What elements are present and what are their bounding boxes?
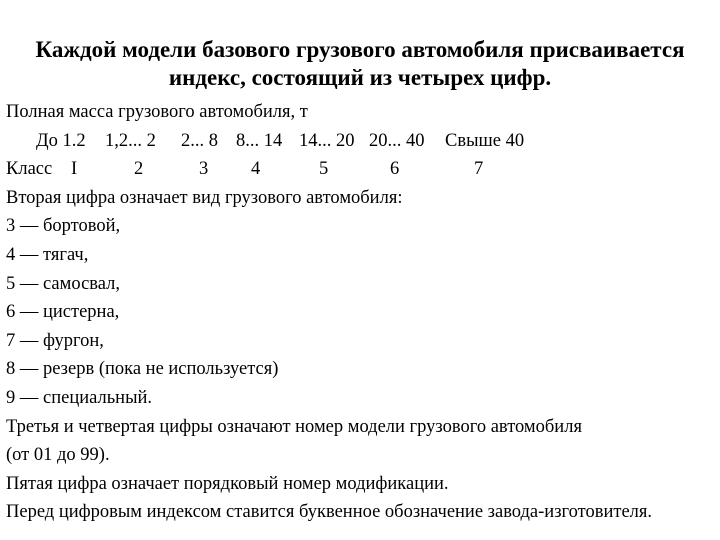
mass-range: 1,2... 2 [105,130,156,151]
vehicle-types-heading: Вторая цифра означает вид грузового автомобиля: [6,187,403,208]
vehicle-type-item: 3 — бортовой, [6,216,121,237]
manufacturer-text: Перед цифровым индексом ставится буквенное обозначение завода-изготовителя. [6,502,653,523]
vehicle-type-item: 6 — цистерна, [6,302,120,323]
class-value: 5 [319,159,329,180]
mass-range: Свыше 40 [445,130,525,151]
mass-range: 2... 8 [181,130,218,151]
mass-ranges-row [6,127,718,156]
class-row [6,155,718,184]
vehicle-type-item: 8 — резерв (пока не используется) [6,359,279,380]
mass-range: 14... 20 [299,130,355,151]
modification-text: Пятая цифра означает порядковый номер модификации. [6,473,449,494]
class-value: 2 [134,159,144,180]
model-number-range: (от 01 до 99). [6,445,110,466]
mass-range: До 1.2 [36,130,86,151]
vehicle-type-item: 5 — самосвал, [6,273,120,294]
model-number-text: Третья и четвертая цифры означают номер модели грузового автомобиля [6,416,582,437]
slide-body [6,98,718,527]
class-value: 4 [251,159,261,180]
vehicle-type-item: 4 — тягач, [6,244,89,265]
mass-range: 8... 14 [236,130,283,151]
vehicle-type-item: 9 — специальный. [6,387,153,408]
slide-title [0,36,720,92]
mass-header: Полная масса грузового автомобиля, т [6,102,308,122]
title-line-2: индекс, состоящий из четырех цифр. [168,65,552,90]
title-line-1: Каждой модели базового грузового автомобиля присваивается [35,37,685,62]
class-value: 6 [390,159,400,180]
class-value: 3 [199,159,209,180]
class-value: I [71,159,78,180]
class-value: 7 [474,159,484,180]
vehicle-type-item: 7 — фургон, [6,330,104,351]
mass-range: 20... 40 [369,130,425,151]
class-label: Класс [6,159,53,180]
